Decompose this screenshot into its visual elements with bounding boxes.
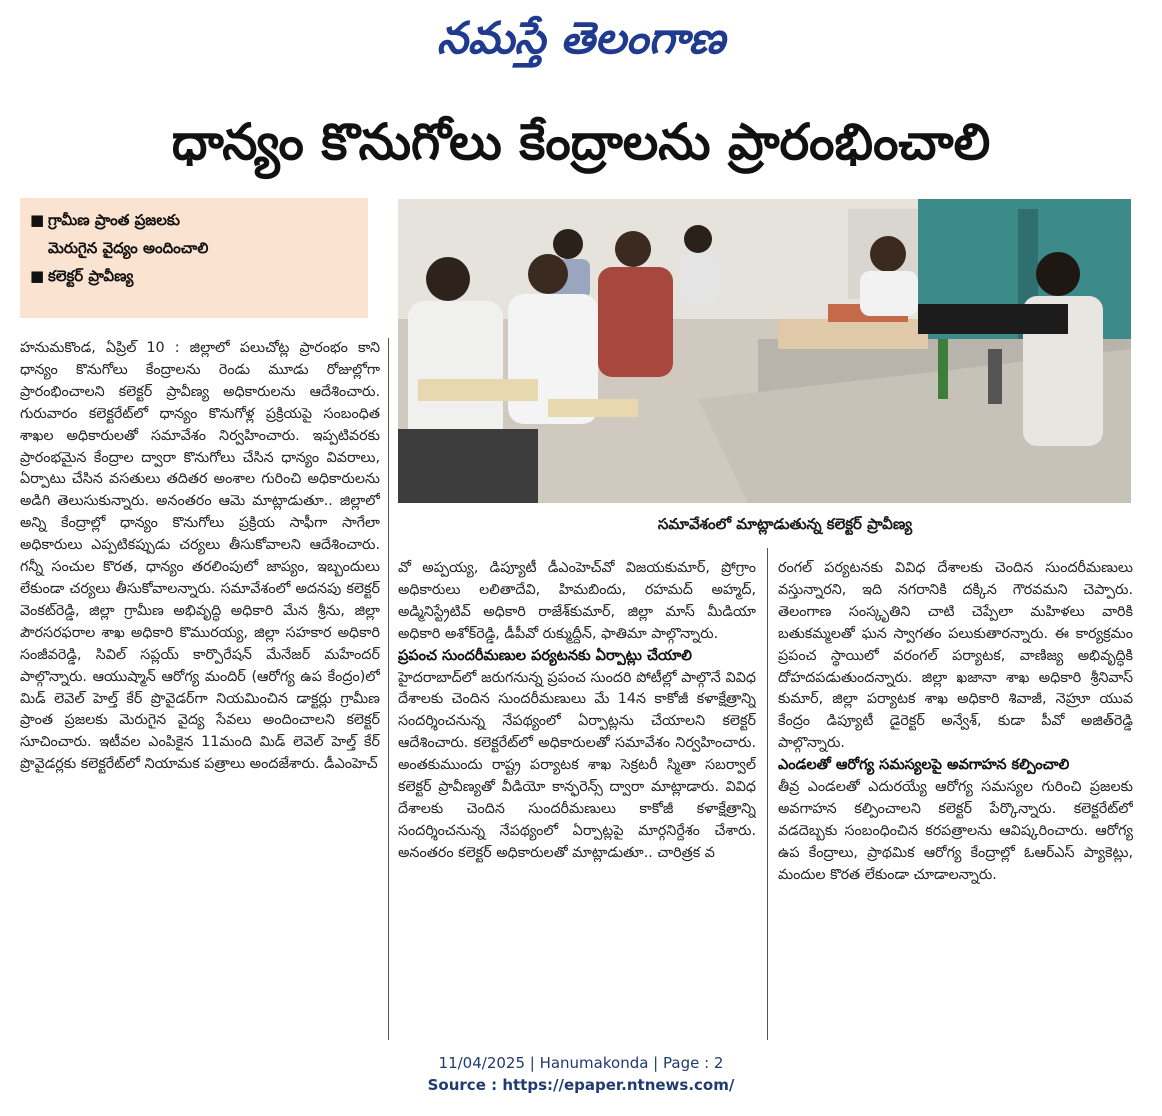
section-subheading: ఎండలతో ఆరోగ్య సమస్యలపై అవగాహన కల్పించాలి	[778, 757, 1070, 774]
section-subheading: ప్రపంచ సుందరీమణుల పర్యటనకు ఏర్పాట్లు చేయాలి	[398, 647, 692, 664]
column-divider	[388, 338, 389, 1040]
highlight-item	[30, 262, 358, 290]
article-column-3	[778, 558, 1133, 1040]
article-paragraph: తీవ్ర ఎండలతో ఎదురయ్యే ఆరోగ్య సమస్యల గురించి ప్రజలకు అవగాహన కల్పించాలని కలెక్టర్ పేర్కొన్నారు. కలెక్టరేట్‌లో వడదెబ్బకు సంబంధించిన కరపత్రాలను ఆవిష్కరించారు. ఆరోగ్య ఉప కేంద్రాలు, ప్రాథమిక ఆరోగ్య కేంద్రాల్లో ఓఆర్ఎస్ ప్యాకెట్లు, మందుల కొరత లేకుండా చూడాలన్నారు.	[778, 779, 1133, 883]
highlight-text: గ్రామీణ ప్రాంత ప్రజలకు	[48, 211, 180, 229]
article-paragraph: వో అప్పయ్య, డిప్యూటీ డీఎంహెచ్‌వో విజయకుమార్, ప్రోగ్రాం అధికారులు లలితాదేవి, హిమబిందు, రహమద్ అహ్మద్, అడ్మినిస్ట్రేటివ్ అధికారి రాజేశ్‌కుమార్, జిల్లా మాస్ మీడియా అధికారి అశోక్‌రెడ్డి, డీపీవో రుక్ముద్దీన్, ఫాతిమా పాల్గొన్నారు.	[398, 560, 756, 642]
photo-caption: సమావేశంలో మాట్లాడుతున్న కలెక్టర్ ప్రావీణ్య	[657, 515, 913, 533]
article-paragraph: హనుమకొండ, ఏప్రిల్ 10 : జిల్లాలో పలుచోట్ల ప్రారంభం కాని ధాన్యం కొనుగోలు కేంద్రాలను రెండు మూడు రోజుల్లోగా ప్రారంభించాలని కలెక్టర్ ప్రావీణ్య అధికారులను ఆదేశించారు. గురువారం కలెక్టరేట్‌లో ధాన్యం కొనుగోళ్ల ప్రక్రియపై సంబంధిత శాఖల అధికారులతో సమావేశం నిర్వహించారు. ఇప్పటివరకు ప్రారంభమైన కేంద్రాల ద్వారా కొనుగోలు చేసిన ధాన్యం వివరాలు, ఏర్పాటు చేసిన వసతులు తదితర అంశాల గురించి అధికారులను అడిగి తెలుసుకున్నారు. అనంతరం ఆమె మాట్లాడుతూ.. జిల్లాలో అన్ని కేంద్రాల్లో ధాన్యం కొనుగోలు ప్రక్రియ సాఫీగా సాగేలా అధికారులు ఎప్పటికప్పుడు చర్యలు తీసుకోవాలని ఆదేశించారు. గన్నీ సంచుల కొరత, ధాన్యం తరలింపులో జాప్యం, ఇబ్బందులు లేకుండా చర్యలు తీసుకోవాలన్నారు. సమావేశంలో అదనపు కలెక్టర్ వెంకట్‌రెడ్డి, జిల్లా గ్రామీణ అభివృద్ధి అధికారి మేన శ్రీను, జిల్లా పౌరసరఫరాల శాఖ అధికారి కొమురయ్య, జిల్లా సహకార అధికారి సంజీవరెడ్డి, సివిల్ సప్లయ్ కార్పొరేషన్ మేనేజర్ మహేందర్ పాల్గొన్నారు. ఆయుష్మాన్ ఆరోగ్య మందిర్ (ఆరోగ్య ఉప కేంద్రం)లో మిడ్ లెవెల్ హెల్త్ కేర్ ప్రొవైడర్‌గా నియమించిన డాక్టర్లు గ్రామీణ ప్రాంత ప్రజలకు మెరుగైన వైద్య సేవలు అందించాలని కలెక్టర్ సూచించారు. ఇటీవల ఎంపికైన 11మంది మిడ్ లెవెల్ హెల్త్ కేర్ ప్రొవైడర్లకు కలెక్టరేట్‌లో నియామక పత్రాలు అందజేశారు. డీఎంహెచ్	[20, 340, 380, 773]
article-paragraph: రంగల్ పర్యటనకు వివిధ దేశాలకు చెందిన సుందరీమణులు వస్తున్నారని, ఇది నగరానికి దక్కిన గౌరవమని చెప్పారు. తెలంగాణ సంస్కృతిని చాటి చెప్పేలా మహిళలు వారికి బతుకమ్మలతో ఘన స్వాగతం పలుకుతారన్నారు. ఈ కార్యక్రమం ప్రపంచ స్థాయిలో వరంగల్ పర్యాటక, వాణిజ్య అభివృద్ధికి దోహదపడుతుందన్నారు. జిల్లా ఖజానా శాఖ అధికారి శ్రీనివాస్ కుమార్, జిల్లా పర్యాటక శాఖ అధికారి శివాజీ, నెహ్రూ యువ కేంద్రం డిప్యూటీ డైరెక్టర్ అన్వేశ్, కుడా పీవో అజిత్‌రెడ్డి పాల్గొన్నారు.	[778, 560, 1133, 752]
source-link[interactable]: Source : https://epaper.ntnews.com/	[427, 1076, 735, 1094]
meeting-photo	[398, 199, 1131, 503]
bullet-icon: ■	[30, 267, 45, 285]
bullet-icon: ■	[30, 211, 45, 229]
highlight-text: కలెక్టర్ ప్రావీణ్య	[48, 267, 134, 285]
newspaper-masthead: నమస్తే తెలంగాణ	[436, 13, 726, 64]
edition-info: 11/04/2025 | Hanumakonda | Page : 2	[438, 1054, 724, 1072]
article-headline: ధాన్యం కొనుగోలు కేంద్రాలను ప్రారంభించాలి	[171, 113, 991, 171]
highlight-text-continued: మెరుగైన వైద్యం అందించాలి	[48, 239, 209, 257]
article-column-1	[20, 338, 380, 1040]
article-column-2	[398, 558, 756, 1040]
highlights-box	[20, 198, 368, 318]
article-paragraph: హైదరాబాద్‌లో జరుగనున్న ప్రపంచ సుందరి పోటీల్లో పాల్గొనే వివిధ దేశాలకు చెందిన సుందరీమణులు మే 14న కాకోజీ కళాక్షేత్రాన్ని సందర్శించనున్న నేపథ్యంలో ఏర్పాట్లను చేయాలని కలెక్టర్ ఆదేశించారు. కలెక్టరేట్‌లో అధికారులతో సమావేశం నిర్వహించారు. అంతకుముందు రాష్ట్ర పర్యాటక శాఖ సెక్రటరీ స్మితా సబర్వాల్ కలెక్టర్ ప్రావీణ్యతో వీడియో కాన్ఫరెన్స్ ద్వారా మాట్లాడారు. వివిధ దేశాలకు చెందిన సుందరీమణులు కాకోజీ కళాక్షేత్రాన్ని సందర్శించనున్న నేపథ్యంలో ఏర్పాట్లపై మార్గనిర్దేశం చేశారు. అనంతరం కలెక్టర్ అధికారులతో మాట్లాడుతూ.. చారిత్రక వ	[398, 669, 756, 861]
meeting-photo-illustration	[398, 199, 1131, 503]
column-divider	[767, 548, 768, 1040]
highlight-item	[30, 206, 358, 234]
